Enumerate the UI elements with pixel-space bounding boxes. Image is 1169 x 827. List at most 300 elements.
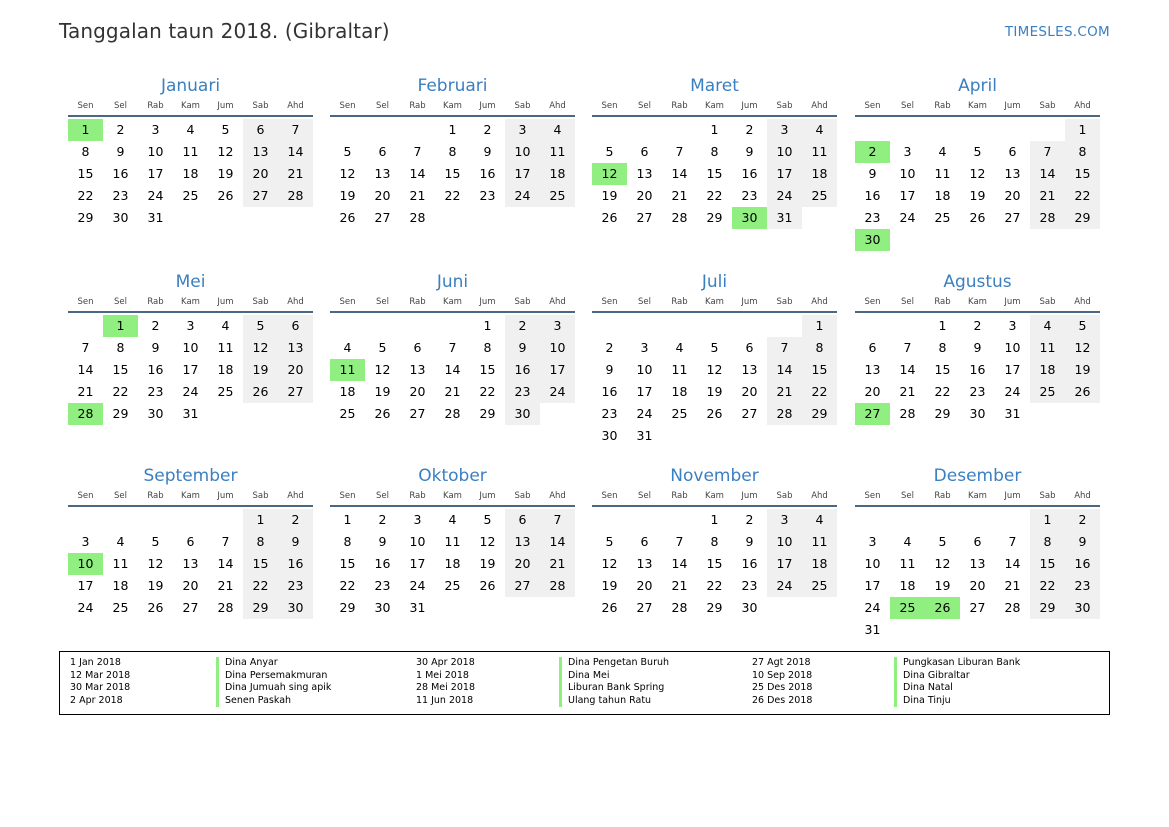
day-cell[interactable]: 11 bbox=[182, 144, 199, 159]
day-cell[interactable]: 29 bbox=[802, 403, 837, 425]
day-cell[interactable]: 14 bbox=[540, 531, 575, 553]
day-cell[interactable]: 26 bbox=[217, 188, 234, 203]
day-cell[interactable]: 19 bbox=[339, 188, 356, 203]
day-cell[interactable]: 10 bbox=[899, 166, 916, 181]
day-cell[interactable]: 2 bbox=[505, 315, 540, 337]
day-cell[interactable]: 4 bbox=[448, 512, 457, 527]
day-cell[interactable]: 24 bbox=[899, 210, 916, 225]
day-cell[interactable]: 7 bbox=[448, 340, 457, 355]
day-cell[interactable]: 14 bbox=[278, 141, 313, 163]
day-cell[interactable]: 8 bbox=[1030, 531, 1065, 553]
day-cell[interactable]: 28 bbox=[68, 403, 103, 425]
day-cell[interactable]: 1 bbox=[103, 315, 138, 337]
day-cell[interactable]: 16 bbox=[864, 188, 881, 203]
day-cell[interactable]: 19 bbox=[601, 578, 618, 593]
day-cell[interactable]: 12 bbox=[934, 556, 951, 571]
day-cell[interactable]: 13 bbox=[243, 141, 278, 163]
day-cell[interactable]: 15 bbox=[1065, 163, 1100, 185]
day-cell[interactable]: 10 bbox=[147, 144, 164, 159]
day-cell[interactable]: 14 bbox=[671, 556, 688, 571]
day-cell[interactable]: 9 bbox=[973, 340, 982, 355]
day-cell[interactable]: 6 bbox=[868, 340, 877, 355]
day-cell[interactable]: 11 bbox=[444, 534, 461, 549]
day-cell[interactable]: 28 bbox=[444, 406, 461, 421]
day-cell[interactable]: 8 bbox=[448, 144, 457, 159]
day-cell[interactable]: 18 bbox=[671, 384, 688, 399]
day-cell[interactable]: 14 bbox=[899, 362, 916, 377]
day-cell[interactable]: 17 bbox=[147, 166, 164, 181]
day-cell[interactable]: 11 bbox=[802, 531, 837, 553]
day-cell[interactable]: 29 bbox=[706, 600, 723, 615]
day-cell[interactable]: 1 bbox=[938, 318, 947, 333]
day-cell[interactable]: 18 bbox=[899, 578, 916, 593]
day-cell[interactable]: 21 bbox=[1004, 578, 1021, 593]
day-cell[interactable]: 7 bbox=[540, 509, 575, 531]
day-cell[interactable]: 5 bbox=[243, 315, 278, 337]
day-cell[interactable]: 3 bbox=[640, 340, 649, 355]
day-cell[interactable]: 21 bbox=[1030, 185, 1065, 207]
day-cell[interactable]: 23 bbox=[741, 188, 758, 203]
day-cell[interactable]: 5 bbox=[1065, 315, 1100, 337]
day-cell[interactable]: 2 bbox=[745, 122, 754, 137]
day-cell[interactable]: 6 bbox=[243, 119, 278, 141]
day-cell[interactable]: 19 bbox=[374, 384, 391, 399]
day-cell[interactable]: 31 bbox=[636, 428, 653, 443]
day-cell[interactable]: 20 bbox=[1004, 188, 1021, 203]
day-cell[interactable]: 4 bbox=[903, 534, 912, 549]
day-cell[interactable]: 22 bbox=[444, 188, 461, 203]
day-cell[interactable]: 15 bbox=[479, 362, 496, 377]
day-cell[interactable]: 26 bbox=[479, 578, 496, 593]
day-cell[interactable]: 8 bbox=[938, 340, 947, 355]
day-cell[interactable]: 24 bbox=[767, 575, 802, 597]
day-cell[interactable]: 30 bbox=[1065, 597, 1100, 619]
day-cell[interactable]: 7 bbox=[278, 119, 313, 141]
day-cell[interactable]: 14 bbox=[409, 166, 426, 181]
day-cell[interactable]: 28 bbox=[899, 406, 916, 421]
day-cell[interactable]: 31 bbox=[409, 600, 426, 615]
day-cell[interactable]: 13 bbox=[505, 531, 540, 553]
day-cell[interactable]: 30 bbox=[741, 600, 758, 615]
day-cell[interactable]: 22 bbox=[339, 578, 356, 593]
day-cell[interactable]: 6 bbox=[186, 534, 195, 549]
day-cell[interactable]: 27 bbox=[636, 210, 653, 225]
day-cell[interactable]: 13 bbox=[969, 556, 986, 571]
day-cell[interactable]: 4 bbox=[1030, 315, 1065, 337]
day-cell[interactable]: 22 bbox=[1030, 575, 1065, 597]
day-cell[interactable]: 27 bbox=[182, 600, 199, 615]
day-cell[interactable]: 8 bbox=[483, 340, 492, 355]
day-cell[interactable]: 22 bbox=[802, 381, 837, 403]
day-cell[interactable]: 17 bbox=[767, 553, 802, 575]
day-cell[interactable]: 13 bbox=[636, 166, 653, 181]
day-cell[interactable]: 4 bbox=[186, 122, 195, 137]
day-cell[interactable]: 11 bbox=[802, 141, 837, 163]
day-cell[interactable]: 12 bbox=[147, 556, 164, 571]
day-cell[interactable]: 16 bbox=[479, 166, 496, 181]
day-cell[interactable]: 21 bbox=[899, 384, 916, 399]
day-cell[interactable]: 15 bbox=[706, 556, 723, 571]
day-cell[interactable]: 6 bbox=[278, 315, 313, 337]
day-cell[interactable]: 28 bbox=[1004, 600, 1021, 615]
day-cell[interactable]: 20 bbox=[636, 188, 653, 203]
day-cell[interactable]: 24 bbox=[1004, 384, 1021, 399]
day-cell[interactable]: 2 bbox=[605, 340, 614, 355]
day-cell[interactable]: 28 bbox=[1030, 207, 1065, 229]
day-cell[interactable]: 21 bbox=[278, 163, 313, 185]
day-cell[interactable]: 14 bbox=[77, 362, 94, 377]
day-cell[interactable]: 12 bbox=[601, 556, 618, 571]
day-cell[interactable]: 24 bbox=[540, 381, 575, 403]
day-cell[interactable]: 18 bbox=[540, 163, 575, 185]
day-cell[interactable]: 9 bbox=[505, 337, 540, 359]
day-cell[interactable]: 20 bbox=[864, 384, 881, 399]
day-cell[interactable]: 23 bbox=[505, 381, 540, 403]
day-cell[interactable]: 24 bbox=[182, 384, 199, 399]
day-cell[interactable]: 19 bbox=[243, 359, 278, 381]
day-cell[interactable]: 21 bbox=[77, 384, 94, 399]
day-cell[interactable]: 8 bbox=[243, 531, 278, 553]
day-cell[interactable]: 23 bbox=[1065, 575, 1100, 597]
day-cell[interactable]: 8 bbox=[116, 340, 125, 355]
day-cell[interactable]: 18 bbox=[934, 188, 951, 203]
day-cell[interactable]: 15 bbox=[112, 362, 129, 377]
day-cell[interactable]: 28 bbox=[767, 403, 802, 425]
day-cell[interactable]: 27 bbox=[278, 381, 313, 403]
day-cell[interactable]: 14 bbox=[671, 166, 688, 181]
day-cell[interactable]: 29 bbox=[479, 406, 496, 421]
day-cell[interactable]: 19 bbox=[601, 188, 618, 203]
day-cell[interactable]: 10 bbox=[636, 362, 653, 377]
day-cell[interactable]: 18 bbox=[802, 553, 837, 575]
day-cell[interactable]: 1 bbox=[483, 318, 492, 333]
day-cell[interactable]: 16 bbox=[374, 556, 391, 571]
day-cell[interactable]: 21 bbox=[671, 188, 688, 203]
day-cell[interactable]: 25 bbox=[112, 600, 129, 615]
day-cell[interactable]: 20 bbox=[409, 384, 426, 399]
day-cell[interactable]: 8 bbox=[710, 534, 719, 549]
day-cell[interactable]: 27 bbox=[741, 406, 758, 421]
day-cell[interactable]: 16 bbox=[969, 362, 986, 377]
day-cell[interactable]: 14 bbox=[1004, 556, 1021, 571]
day-cell[interactable]: 26 bbox=[374, 406, 391, 421]
day-cell[interactable]: 26 bbox=[1065, 381, 1100, 403]
day-cell[interactable]: 6 bbox=[378, 144, 387, 159]
day-cell[interactable]: 4 bbox=[802, 119, 837, 141]
day-cell[interactable]: 27 bbox=[1004, 210, 1021, 225]
day-cell[interactable]: 5 bbox=[973, 144, 982, 159]
day-cell[interactable]: 21 bbox=[217, 578, 234, 593]
day-cell[interactable]: 29 bbox=[112, 406, 129, 421]
day-cell[interactable]: 21 bbox=[671, 578, 688, 593]
day-cell[interactable]: 23 bbox=[278, 575, 313, 597]
day-cell[interactable]: 10 bbox=[68, 553, 103, 575]
day-cell[interactable]: 17 bbox=[1004, 362, 1021, 377]
day-cell[interactable]: 9 bbox=[378, 534, 387, 549]
day-cell[interactable]: 11 bbox=[934, 166, 951, 181]
day-cell[interactable]: 2 bbox=[1065, 509, 1100, 531]
day-cell[interactable]: 29 bbox=[1065, 207, 1100, 229]
day-cell[interactable]: 24 bbox=[864, 600, 881, 615]
day-cell[interactable]: 13 bbox=[636, 556, 653, 571]
day-cell[interactable]: 10 bbox=[182, 340, 199, 355]
day-cell[interactable]: 7 bbox=[767, 337, 802, 359]
day-cell[interactable]: 27 bbox=[409, 406, 426, 421]
day-cell[interactable]: 23 bbox=[112, 188, 129, 203]
day-cell[interactable]: 12 bbox=[374, 362, 391, 377]
day-cell[interactable]: 7 bbox=[81, 340, 90, 355]
day-cell[interactable]: 13 bbox=[864, 362, 881, 377]
day-cell[interactable]: 25 bbox=[1030, 381, 1065, 403]
day-cell[interactable]: 23 bbox=[374, 578, 391, 593]
day-cell[interactable]: 16 bbox=[505, 359, 540, 381]
day-cell[interactable]: 9 bbox=[116, 144, 125, 159]
day-cell[interactable]: 18 bbox=[217, 362, 234, 377]
day-cell[interactable]: 15 bbox=[802, 359, 837, 381]
day-cell[interactable]: 8 bbox=[81, 144, 90, 159]
day-cell[interactable]: 22 bbox=[1065, 185, 1100, 207]
day-cell[interactable]: 21 bbox=[767, 381, 802, 403]
day-cell[interactable]: 5 bbox=[221, 122, 230, 137]
day-cell[interactable]: 17 bbox=[77, 578, 94, 593]
day-cell[interactable]: 25 bbox=[339, 406, 356, 421]
day-cell[interactable]: 26 bbox=[601, 210, 618, 225]
day-cell[interactable]: 19 bbox=[706, 384, 723, 399]
day-cell[interactable]: 13 bbox=[182, 556, 199, 571]
day-cell[interactable]: 21 bbox=[409, 188, 426, 203]
day-cell[interactable]: 23 bbox=[479, 188, 496, 203]
day-cell[interactable]: 6 bbox=[745, 340, 754, 355]
day-cell[interactable]: 5 bbox=[151, 534, 160, 549]
day-cell[interactable]: 12 bbox=[592, 163, 627, 185]
day-cell[interactable]: 17 bbox=[899, 188, 916, 203]
day-cell[interactable]: 14 bbox=[444, 362, 461, 377]
day-cell[interactable]: 15 bbox=[243, 553, 278, 575]
day-cell[interactable]: 18 bbox=[339, 384, 356, 399]
day-cell[interactable]: 28 bbox=[671, 600, 688, 615]
day-cell[interactable]: 6 bbox=[1008, 144, 1017, 159]
day-cell[interactable]: 26 bbox=[969, 210, 986, 225]
day-cell[interactable]: 30 bbox=[601, 428, 618, 443]
day-cell[interactable]: 18 bbox=[444, 556, 461, 571]
day-cell[interactable]: 20 bbox=[374, 188, 391, 203]
day-cell[interactable]: 11 bbox=[540, 141, 575, 163]
day-cell[interactable]: 27 bbox=[374, 210, 391, 225]
day-cell[interactable]: 25 bbox=[802, 185, 837, 207]
day-cell[interactable]: 29 bbox=[1030, 597, 1065, 619]
day-cell[interactable]: 14 bbox=[217, 556, 234, 571]
day-cell[interactable]: 11 bbox=[330, 359, 365, 381]
day-cell[interactable]: 15 bbox=[77, 166, 94, 181]
day-cell[interactable]: 13 bbox=[409, 362, 426, 377]
day-cell[interactable]: 27 bbox=[505, 575, 540, 597]
day-cell[interactable]: 10 bbox=[864, 556, 881, 571]
day-cell[interactable]: 6 bbox=[505, 509, 540, 531]
day-cell[interactable]: 7 bbox=[903, 340, 912, 355]
day-cell[interactable]: 2 bbox=[151, 318, 160, 333]
brand-link[interactable]: TIMESLES.COM bbox=[1004, 24, 1110, 40]
day-cell[interactable]: 15 bbox=[1030, 553, 1065, 575]
day-cell[interactable]: 7 bbox=[675, 534, 684, 549]
day-cell[interactable]: 16 bbox=[741, 556, 758, 571]
day-cell[interactable]: 1 bbox=[1065, 119, 1100, 141]
day-cell[interactable]: 3 bbox=[151, 122, 160, 137]
day-cell[interactable]: 29 bbox=[77, 210, 94, 225]
day-cell[interactable]: 1 bbox=[243, 509, 278, 531]
day-cell[interactable]: 18 bbox=[802, 163, 837, 185]
day-cell[interactable]: 2 bbox=[278, 509, 313, 531]
day-cell[interactable]: 29 bbox=[706, 210, 723, 225]
day-cell[interactable]: 2 bbox=[116, 122, 125, 137]
day-cell[interactable]: 7 bbox=[221, 534, 230, 549]
day-cell[interactable]: 25 bbox=[802, 575, 837, 597]
day-cell[interactable]: 15 bbox=[934, 362, 951, 377]
day-cell[interactable]: 2 bbox=[973, 318, 982, 333]
day-cell[interactable]: 5 bbox=[710, 340, 719, 355]
day-cell[interactable]: 19 bbox=[147, 578, 164, 593]
day-cell[interactable]: 12 bbox=[706, 362, 723, 377]
day-cell[interactable]: 21 bbox=[540, 553, 575, 575]
day-cell[interactable]: 16 bbox=[601, 384, 618, 399]
day-cell[interactable]: 20 bbox=[278, 359, 313, 381]
day-cell[interactable]: 10 bbox=[767, 531, 802, 553]
day-cell[interactable]: 13 bbox=[1004, 166, 1021, 181]
day-cell[interactable]: 30 bbox=[112, 210, 129, 225]
day-cell[interactable]: 16 bbox=[741, 166, 758, 181]
day-cell[interactable]: 4 bbox=[343, 340, 352, 355]
day-cell[interactable]: 26 bbox=[601, 600, 618, 615]
day-cell[interactable]: 28 bbox=[278, 185, 313, 207]
day-cell[interactable]: 17 bbox=[505, 163, 540, 185]
day-cell[interactable]: 14 bbox=[1030, 163, 1065, 185]
day-cell[interactable]: 27 bbox=[855, 403, 890, 425]
day-cell[interactable]: 3 bbox=[767, 119, 802, 141]
day-cell[interactable]: 4 bbox=[802, 509, 837, 531]
day-cell[interactable]: 23 bbox=[147, 384, 164, 399]
day-cell[interactable]: 25 bbox=[444, 578, 461, 593]
day-cell[interactable]: 6 bbox=[640, 534, 649, 549]
day-cell[interactable]: 30 bbox=[732, 207, 767, 229]
day-cell[interactable]: 22 bbox=[706, 578, 723, 593]
day-cell[interactable]: 1 bbox=[710, 122, 719, 137]
day-cell[interactable]: 13 bbox=[278, 337, 313, 359]
day-cell[interactable]: 7 bbox=[1030, 141, 1065, 163]
day-cell[interactable]: 21 bbox=[444, 384, 461, 399]
day-cell[interactable]: 12 bbox=[243, 337, 278, 359]
day-cell[interactable]: 25 bbox=[671, 406, 688, 421]
day-cell[interactable]: 7 bbox=[1008, 534, 1017, 549]
day-cell[interactable]: 30 bbox=[147, 406, 164, 421]
day-cell[interactable]: 8 bbox=[343, 534, 352, 549]
day-cell[interactable]: 22 bbox=[112, 384, 129, 399]
day-cell[interactable]: 3 bbox=[81, 534, 90, 549]
day-cell[interactable]: 4 bbox=[540, 119, 575, 141]
day-cell[interactable]: 26 bbox=[147, 600, 164, 615]
day-cell[interactable]: 12 bbox=[339, 166, 356, 181]
day-cell[interactable]: 19 bbox=[969, 188, 986, 203]
day-cell[interactable]: 27 bbox=[636, 600, 653, 615]
day-cell[interactable]: 11 bbox=[217, 340, 234, 355]
day-cell[interactable]: 20 bbox=[636, 578, 653, 593]
day-cell[interactable]: 3 bbox=[1008, 318, 1017, 333]
day-cell[interactable]: 26 bbox=[339, 210, 356, 225]
day-cell[interactable]: 10 bbox=[505, 141, 540, 163]
day-cell[interactable]: 1 bbox=[1030, 509, 1065, 531]
day-cell[interactable]: 22 bbox=[479, 384, 496, 399]
day-cell[interactable]: 30 bbox=[278, 597, 313, 619]
day-cell[interactable]: 25 bbox=[540, 185, 575, 207]
day-cell[interactable]: 18 bbox=[112, 578, 129, 593]
day-cell[interactable]: 24 bbox=[77, 600, 94, 615]
day-cell[interactable]: 14 bbox=[767, 359, 802, 381]
day-cell[interactable]: 2 bbox=[378, 512, 387, 527]
day-cell[interactable]: 24 bbox=[409, 578, 426, 593]
day-cell[interactable]: 10 bbox=[540, 337, 575, 359]
day-cell[interactable]: 4 bbox=[938, 144, 947, 159]
day-cell[interactable]: 17 bbox=[409, 556, 426, 571]
day-cell[interactable]: 13 bbox=[741, 362, 758, 377]
day-cell[interactable]: 26 bbox=[706, 406, 723, 421]
day-cell[interactable]: 26 bbox=[925, 597, 960, 619]
day-cell[interactable]: 5 bbox=[378, 340, 387, 355]
day-cell[interactable]: 9 bbox=[1065, 531, 1100, 553]
day-cell[interactable]: 2 bbox=[855, 141, 890, 163]
day-cell[interactable]: 12 bbox=[479, 534, 496, 549]
day-cell[interactable]: 29 bbox=[243, 597, 278, 619]
day-cell[interactable]: 26 bbox=[243, 381, 278, 403]
day-cell[interactable]: 16 bbox=[1065, 553, 1100, 575]
day-cell[interactable]: 24 bbox=[767, 185, 802, 207]
day-cell[interactable]: 8 bbox=[1065, 141, 1100, 163]
day-cell[interactable]: 9 bbox=[745, 144, 754, 159]
day-cell[interactable]: 18 bbox=[1030, 359, 1065, 381]
day-cell[interactable]: 15 bbox=[706, 166, 723, 181]
day-cell[interactable]: 25 bbox=[182, 188, 199, 203]
day-cell[interactable]: 8 bbox=[802, 337, 837, 359]
day-cell[interactable]: 9 bbox=[868, 166, 877, 181]
day-cell[interactable]: 18 bbox=[182, 166, 199, 181]
day-cell[interactable]: 1 bbox=[343, 512, 352, 527]
day-cell[interactable]: 1 bbox=[802, 315, 837, 337]
day-cell[interactable]: 1 bbox=[68, 119, 103, 141]
day-cell[interactable]: 9 bbox=[745, 534, 754, 549]
day-cell[interactable]: 9 bbox=[483, 144, 492, 159]
day-cell[interactable]: 19 bbox=[479, 556, 496, 571]
day-cell[interactable]: 23 bbox=[864, 210, 881, 225]
day-cell[interactable]: 13 bbox=[374, 166, 391, 181]
day-cell[interactable]: 11 bbox=[899, 556, 916, 571]
day-cell[interactable]: 4 bbox=[116, 534, 125, 549]
day-cell[interactable]: 1 bbox=[448, 122, 457, 137]
day-cell[interactable]: 3 bbox=[413, 512, 422, 527]
day-cell[interactable]: 10 bbox=[409, 534, 426, 549]
day-cell[interactable]: 20 bbox=[182, 578, 199, 593]
day-cell[interactable]: 22 bbox=[934, 384, 951, 399]
day-cell[interactable]: 3 bbox=[505, 119, 540, 141]
day-cell[interactable]: 31 bbox=[1004, 406, 1021, 421]
day-cell[interactable]: 29 bbox=[339, 600, 356, 615]
day-cell[interactable]: 17 bbox=[182, 362, 199, 377]
day-cell[interactable]: 7 bbox=[675, 144, 684, 159]
day-cell[interactable]: 31 bbox=[147, 210, 164, 225]
day-cell[interactable]: 9 bbox=[605, 362, 614, 377]
day-cell[interactable]: 19 bbox=[934, 578, 951, 593]
day-cell[interactable]: 17 bbox=[540, 359, 575, 381]
day-cell[interactable]: 12 bbox=[217, 144, 234, 159]
day-cell[interactable]: 28 bbox=[671, 210, 688, 225]
day-cell[interactable]: 24 bbox=[505, 185, 540, 207]
day-cell[interactable]: 17 bbox=[864, 578, 881, 593]
